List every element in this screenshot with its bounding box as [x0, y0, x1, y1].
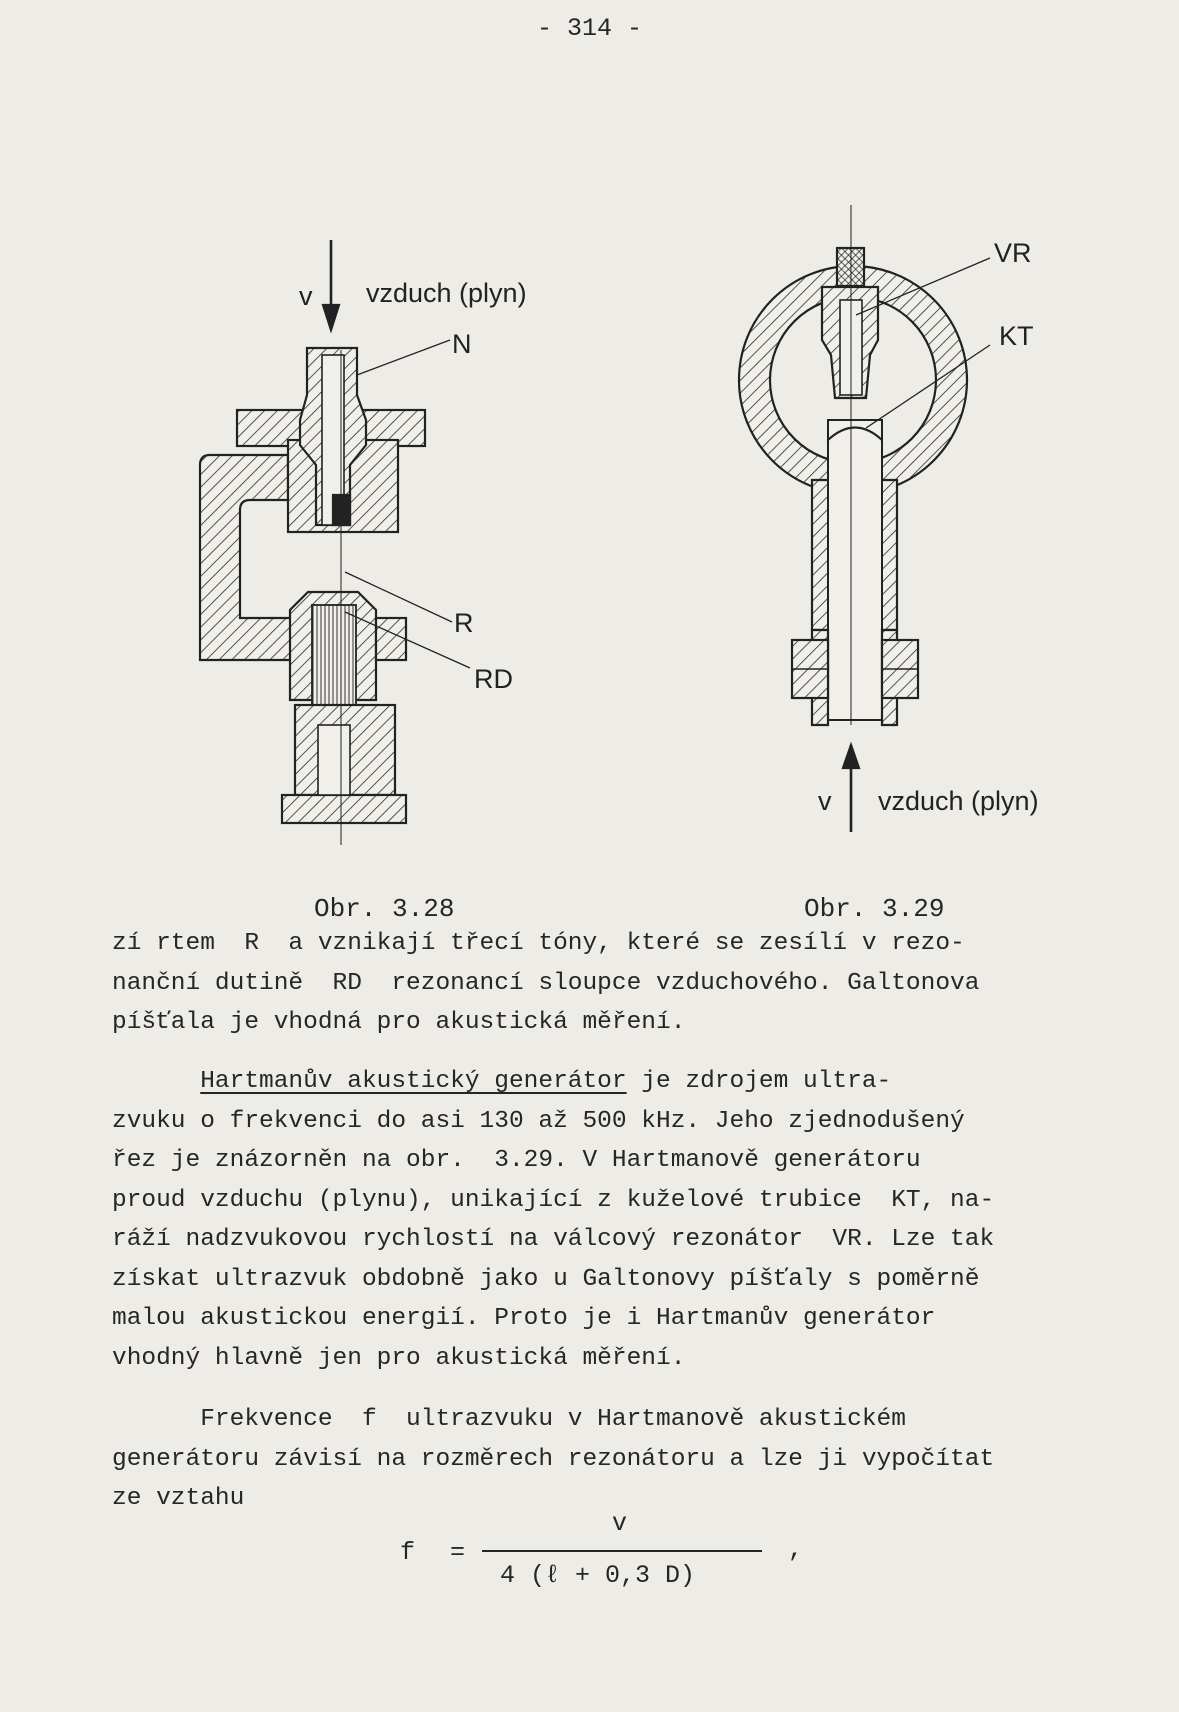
- paragraph-3: [112, 1400, 1132, 1519]
- text-line: [112, 1062, 1132, 1102]
- text-line: zí rtem R a vznikají třecí tóny, které se zesílí v rezo-: [112, 930, 965, 957]
- fig328-label-n: N: [452, 329, 472, 359]
- text-line: vhodný hlavně jen pro akustická měření.: [112, 1344, 686, 1372]
- fig329-air-v: v: [818, 786, 832, 816]
- fig329-label-vr: VR: [994, 238, 1032, 268]
- fraction-bar: [482, 1550, 762, 1552]
- text-line: ze vztahu: [112, 1485, 245, 1512]
- paragraph-1: [112, 924, 1132, 1043]
- fig328-air-label: vzduch (plyn): [366, 278, 527, 308]
- figures: [0, 180, 1179, 880]
- text-line: zvuku o frekvenci do asi 130 až 500 kHz. Jeho zjednodušený: [112, 1107, 965, 1135]
- text-line: generátoru závisí na rozměrech rezonátoru a lze ji vypočítat: [112, 1445, 995, 1473]
- text-line: ráží nadzvukovou rychlostí na válcový rezonátor VR. Lze tak: [112, 1226, 995, 1253]
- formula-trailing-comma: ,: [788, 1535, 804, 1564]
- text-fragment: je zdrojem ultra-: [626, 1068, 892, 1095]
- caption-fig-3-28: Obr. 3.28: [314, 894, 455, 924]
- figure-3-28-drawing: [200, 240, 470, 845]
- text-line: nanční dutině RD rezonancí sloupce vzduchového. Galtonova: [112, 969, 980, 997]
- formula-denominator: 4 (ℓ + 0,3 D): [500, 1561, 696, 1590]
- formula-lhs: f: [400, 1538, 416, 1567]
- formula-equals: =: [450, 1538, 466, 1567]
- fig329-label-kt: KT: [999, 321, 1034, 351]
- caption-fig-3-29: Obr. 3.29: [804, 894, 945, 924]
- fig328-label-r: R: [454, 608, 474, 638]
- formula-frequency: [380, 1505, 840, 1615]
- fig328-air-v: v: [299, 281, 313, 311]
- text-line: získat ultrazvuk obdobně jako u Galtonovy píšťaly s poměrně: [112, 1265, 980, 1293]
- page-number: - 314 -: [536, 14, 643, 43]
- text-line: proud vzduchu (plynu), unikající z kuželové trubice KT, na-: [112, 1186, 995, 1214]
- text-line: Frekvence f ultrazvuku v Hartmanově akustickém: [112, 1406, 906, 1433]
- figure-3-29-drawing: [739, 205, 990, 832]
- term-hartmann-generator: Hartmanův akustický generátor: [200, 1068, 627, 1095]
- fig329-air-label: vzduch (plyn): [878, 786, 1039, 816]
- fig328-label-rd: RD: [474, 664, 513, 694]
- formula-numerator: v: [612, 1509, 628, 1538]
- paragraph-2: [112, 1062, 1132, 1378]
- text-line: řez je znázorněn na obr. 3.29. V Hartmanově generátoru: [112, 1147, 921, 1174]
- text-line: malou akustickou energií. Proto je i Hartmanův generátor: [112, 1305, 936, 1332]
- text-line: píšťala je vhodná pro akustická měření.: [112, 1009, 686, 1036]
